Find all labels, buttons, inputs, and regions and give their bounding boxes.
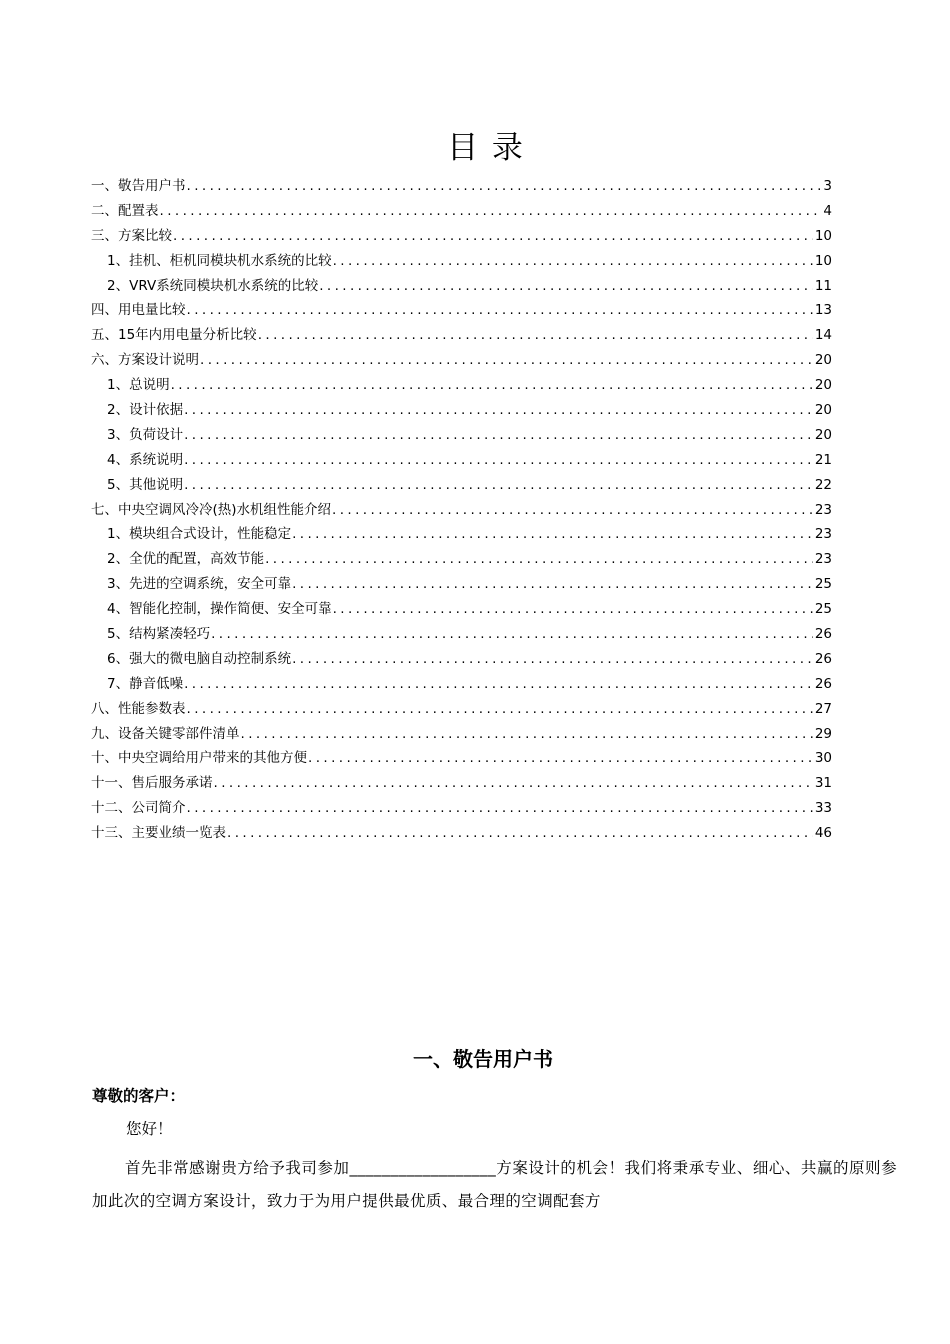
toc-entry-page: 30 [814,750,832,767]
toc-leader-dots [186,176,822,196]
toc-entry[interactable] [91,724,832,749]
toc-entry-page: 26 [814,626,832,643]
toc-entry-page: 25 [814,601,832,618]
toc-leader-dots [183,475,813,495]
toc-entry[interactable] [91,400,832,425]
toc-entry-page: 33 [814,800,832,817]
toc-entry-page: 20 [814,426,832,443]
toc-entry-label: 七、中央空调风冷冷(热)水机组性能介绍 [91,501,332,518]
table-of-contents [91,176,832,848]
toc-leader-dots [159,201,822,221]
toc-entry[interactable] [91,748,832,773]
toc-entry-page: 23 [814,551,832,568]
toc-entry[interactable] [91,798,832,823]
toc-entry[interactable] [91,549,832,574]
toc-entry[interactable] [91,176,832,201]
toc-entry-page: 26 [814,650,832,667]
toc-entry-label: 5、其他说明 [107,476,184,493]
salutation: 尊敬的客户： [92,1087,186,1105]
toc-leader-dots [331,500,813,520]
toc-entry-label: 十一、售后服务承诺 [91,775,213,792]
toc-entry-page: 31 [814,775,832,792]
toc-entry[interactable] [91,624,832,649]
toc-entry-page: 22 [814,476,832,493]
toc-leader-dots [170,375,813,395]
toc-entry-page: 21 [814,451,832,468]
toc-leader-dots [332,251,813,271]
toc-entry-label: 2、全优的配置，高效节能 [107,551,265,568]
toc-entry[interactable] [91,350,832,375]
toc-entry[interactable] [91,699,832,724]
toc-entry-page: 4 [823,202,832,219]
toc-entry-label: 二、配置表 [91,202,159,219]
toc-entry-label: 1、模块组合式设计，性能稳定 [107,526,292,543]
toc-entry-page: 29 [814,725,832,742]
toc-entry[interactable] [91,475,832,500]
toc-entry[interactable] [91,325,832,350]
toc-entry-page: 23 [814,501,832,518]
toc-entry-label: 一、敬告用户书 [91,178,186,194]
toc-entry-label: 五、15年内用电量分析比较 [91,327,257,344]
toc-entry[interactable] [91,425,832,450]
toc-entry[interactable] [91,375,832,400]
toc-entry-page: 10 [814,252,832,269]
toc-entry[interactable] [91,524,832,549]
toc-entry-label: 3、先进的空调系统，安全可靠 [107,576,292,593]
toc-entry-page: 23 [814,526,832,543]
toc-entry-page: 14 [814,327,832,344]
toc-entry-label: 十、中央空调给用户带来的其他方便 [91,750,307,767]
toc-entry[interactable] [91,599,832,624]
toc-entry[interactable] [91,823,832,848]
toc-entry-label: 六、方案设计说明 [91,352,199,369]
toc-entry[interactable] [91,574,832,599]
toc-leader-dots [186,798,813,818]
toc-entry-label: 7、静音低噪 [107,675,184,692]
greeting: 您好！ [126,1120,173,1138]
toc-entry[interactable] [91,226,832,251]
toc-entry[interactable] [91,500,832,525]
toc-leader-dots [257,325,813,345]
toc-entry[interactable] [91,649,832,674]
toc-entry-page: 20 [814,352,832,369]
toc-entry-label: 1、总说明 [107,377,170,394]
toc-leader-dots [307,748,813,768]
toc-entry-label: 6、强大的微电脑自动控制系统 [107,650,292,667]
toc-leader-dots [186,699,813,719]
toc-leader-dots [226,823,813,843]
toc-entry-page: 25 [814,576,832,593]
toc-entry-page: 46 [814,825,832,842]
toc-entry-label: 4、系统说明 [107,451,184,468]
intro-paragraph: 首先非常感谢贵方给予我司参加__________________方案设计的机会！我们将秉承专业、细心、共赢的原则参加此次的空调方案设计，致力于为用户提供最优质、最合理的空调配套方 [92,1159,897,1210]
toc-entry-page: 20 [814,377,832,394]
toc-leader-dots [291,524,813,544]
toc-entry-page: 26 [814,675,832,692]
toc-entry[interactable] [91,450,832,475]
toc-entry[interactable] [91,773,832,798]
toc-entry[interactable] [91,674,832,699]
toc-entry[interactable] [91,276,832,301]
toc-leader-dots [291,649,813,669]
toc-entry-label: 1、挂机、柜机同模块机水系统的比较 [107,252,332,269]
toc-entry-label: 4、智能化控制，操作简便、安全可靠 [107,601,332,618]
toc-entry-page: 3 [823,178,832,194]
toc-entry-label: 3、负荷设计 [107,426,184,443]
toc-leader-dots [183,450,813,470]
toc-leader-dots [183,674,813,694]
toc-leader-dots [332,599,813,619]
toc-entry-label: 十三、主要业绩一览表 [91,825,226,842]
toc-entry-page: 11 [814,277,832,294]
toc-leader-dots [199,350,813,370]
toc-leader-dots [291,574,813,594]
toc-entry-label: 四、用电量比较 [91,302,186,319]
toc-entry[interactable] [91,300,832,325]
section-heading: 一、敬告用户书 [413,1047,553,1071]
toc-title: 目 录 [447,130,525,166]
toc-entry-page: 27 [814,700,832,717]
toc-leader-dots [172,226,813,246]
toc-leader-dots [210,624,813,644]
toc-entry-label: 2、设计依据 [107,402,184,419]
toc-leader-dots [213,773,813,793]
toc-entry[interactable] [91,201,832,226]
toc-entry-label: 三、方案比较 [91,227,172,244]
toc-entry-page: 10 [814,227,832,244]
toc-entry-label: 八、性能参数表 [91,700,186,717]
toc-entry-label: 2、VRV系统同模块机水系统的比较 [107,277,319,294]
toc-leader-dots [183,400,813,420]
toc-entry[interactable] [91,251,832,276]
toc-entry-page: 20 [814,402,832,419]
toc-entry-label: 九、设备关键零部件清单 [91,725,240,742]
toc-leader-dots [264,549,813,569]
toc-leader-dots [186,300,813,320]
toc-leader-dots [183,425,813,445]
toc-entry-label: 5、结构紧凑轻巧 [107,626,211,643]
toc-entry-label: 十二、公司简介 [91,800,186,817]
toc-leader-dots [240,724,813,744]
toc-entry-page: 13 [814,302,832,319]
toc-leader-dots [318,276,813,296]
